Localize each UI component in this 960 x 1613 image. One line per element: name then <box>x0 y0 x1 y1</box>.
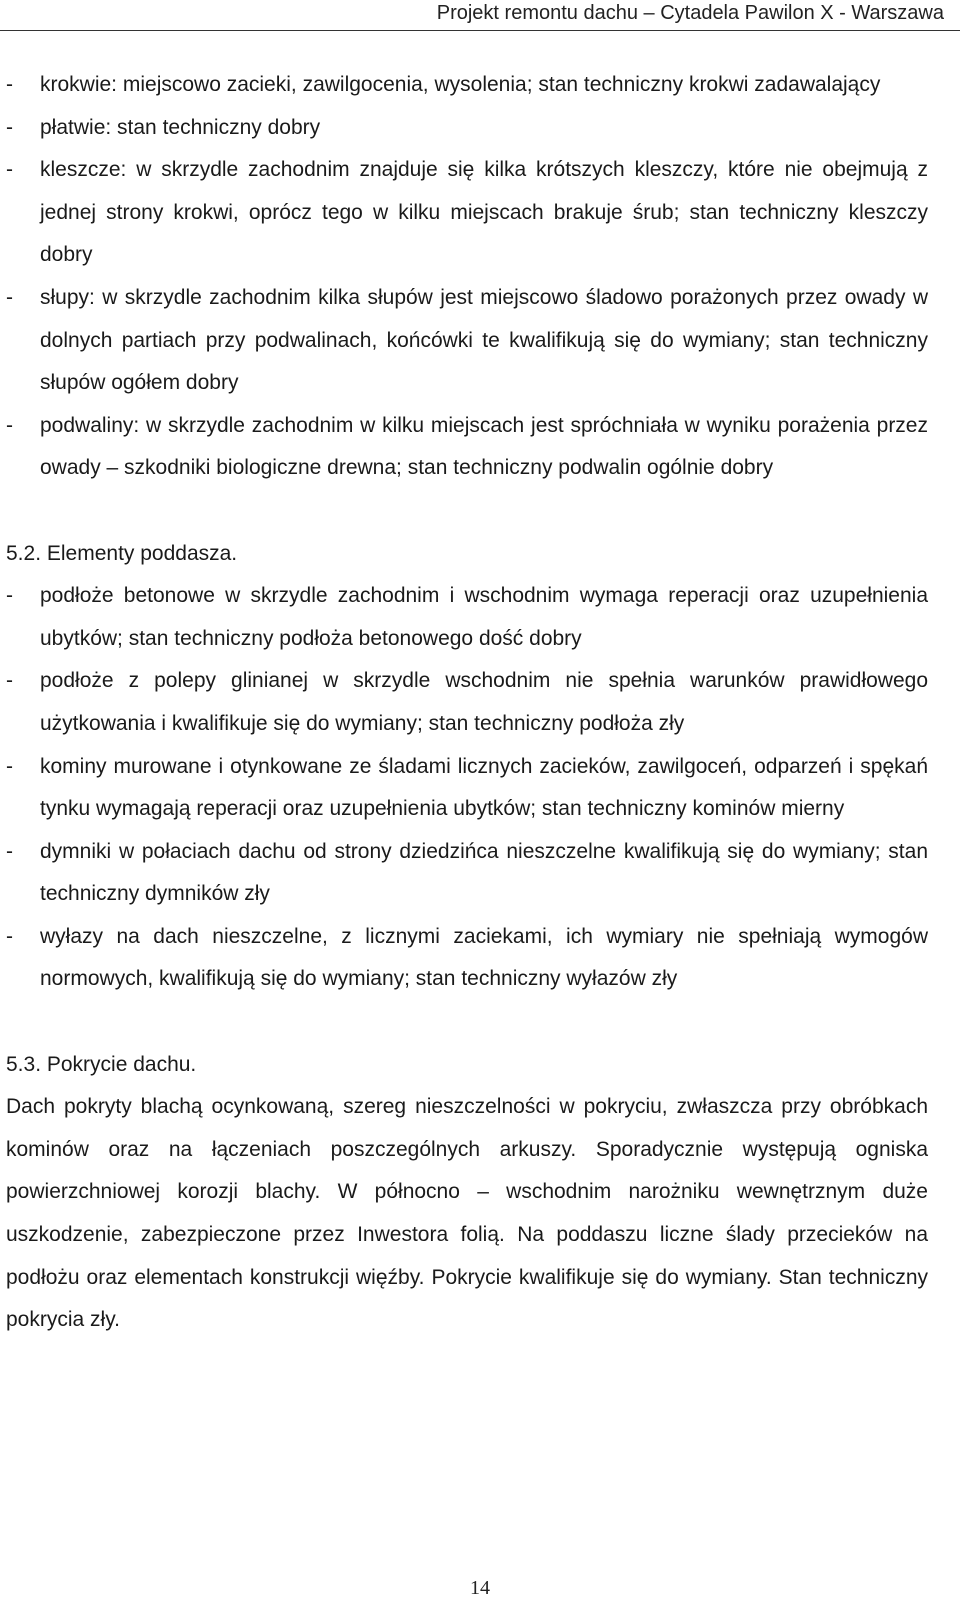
list-item <box>6 831 928 916</box>
document-body <box>6 64 928 1342</box>
section-heading-5-3: 5.3. Pokrycie dachu. <box>6 1052 197 1076</box>
list-item-text: dymniki w połaciach dachu od strony dziedzińca nieszczelne kwalifikują się do wymiany; stan techniczny dymników zły <box>40 839 928 906</box>
list-item <box>6 277 928 405</box>
list-item <box>6 64 928 107</box>
list-dash: - <box>6 285 13 309</box>
section-paragraph: Dach pokryty blachą ocynkowaną, szereg nieszczelności w pokryciu, zwłaszcza przy obróbkach kominów oraz na łączeniach poszczególnych arkuszy. Sporadycznie występują ogniska powierzchniowej korozji blachy. W północno – wschodnim narożniku wewnętrznym duże uszkodzenie, zabezpieczone przez Inwestora folią. Na poddaszu liczne ślady przecieków na podłożu oraz elementach konstrukcji więźby. Pokrycie kwalifikuje się do wymiany. Stan techniczny pokrycia zły. <box>6 1095 928 1332</box>
section-heading-5-2: 5.2. Elementy poddasza. <box>6 541 238 565</box>
page-number: 14 <box>470 1577 490 1599</box>
list-dash: - <box>6 413 13 437</box>
list-dash: - <box>6 669 13 693</box>
list-dash: - <box>6 158 13 182</box>
header-rule <box>0 30 960 31</box>
list-item-text: kleszcze: w skrzydle zachodnim znajduje się kilka krótszych kleszczy, które nie obejmują z jednej strony krokwi, oprócz tego w kilku miejscach brakuje śrub; stan techniczny kleszczy dobry <box>40 158 928 267</box>
list-item <box>6 746 928 831</box>
list-item-text: płatwie: stan techniczny dobry <box>40 115 321 139</box>
list-item <box>6 107 928 150</box>
list-dash: - <box>6 584 13 608</box>
list-item-text: podłoże z polepy glinianej w skrzydle wschodnim nie spełnia warunków prawidłowego użytkowania i kwalifikuje się do wymiany; stan techniczny podłoża zły <box>40 669 928 735</box>
list-dash: - <box>6 924 13 948</box>
list-item <box>6 916 928 1001</box>
list-item <box>6 575 928 660</box>
list-item <box>6 149 928 277</box>
list-dash: - <box>6 839 13 863</box>
list-item-text: podwaliny: w skrzydle zachodnim w kilku miejscach jest spróchniała w wyniku porażenia przez owady – szkodniki biologiczne drewna; stan techniczny podwalin ogólnie dobry <box>40 413 928 480</box>
header-title: Projekt remontu dachu – Cytadela Pawilon X - Warszawa <box>436 2 944 24</box>
list-item-text: podłoże betonowe w skrzydle zachodnim i wschodnim wymaga reperacji oraz uzupełnienia ubytków; stan techniczny podłoża betonowego dość dobry <box>40 584 928 650</box>
list-dash: - <box>6 754 13 778</box>
page-header <box>0 0 960 36</box>
list-item-text: wyłazy na dach nieszczelne, z licznymi zaciekami, ich wymiary nie spełniają wymogów normowych, kwalifikują się do wymiany; stan techniczny wyłazów zły <box>40 924 928 991</box>
list-item <box>6 660 928 745</box>
list-dash: - <box>6 73 13 96</box>
list-item-text: kominy murowane i otynkowane ze śladami licznych zacieków, zawilgoceń, odparzeń i spękań tynku wymagają reperacji oraz uzupełnienia ubytków; stan techniczny kominów mierny <box>40 754 928 821</box>
list-dash: - <box>6 115 13 139</box>
list-item-text: słupy: w skrzydle zachodnim kilka słupów jest miejscowo śladowo porażonych przez owady w dolnych partiach przy podwalinach, końcówki te kwalifikują się do wymiany; stan techniczny słupów ogółem dobry <box>40 285 928 395</box>
list-item-text: krokwie: miejscowo zacieki, zawilgocenia, wysolenia; stan techniczny krokwi zadawalający <box>40 73 881 96</box>
list-item <box>6 405 928 490</box>
